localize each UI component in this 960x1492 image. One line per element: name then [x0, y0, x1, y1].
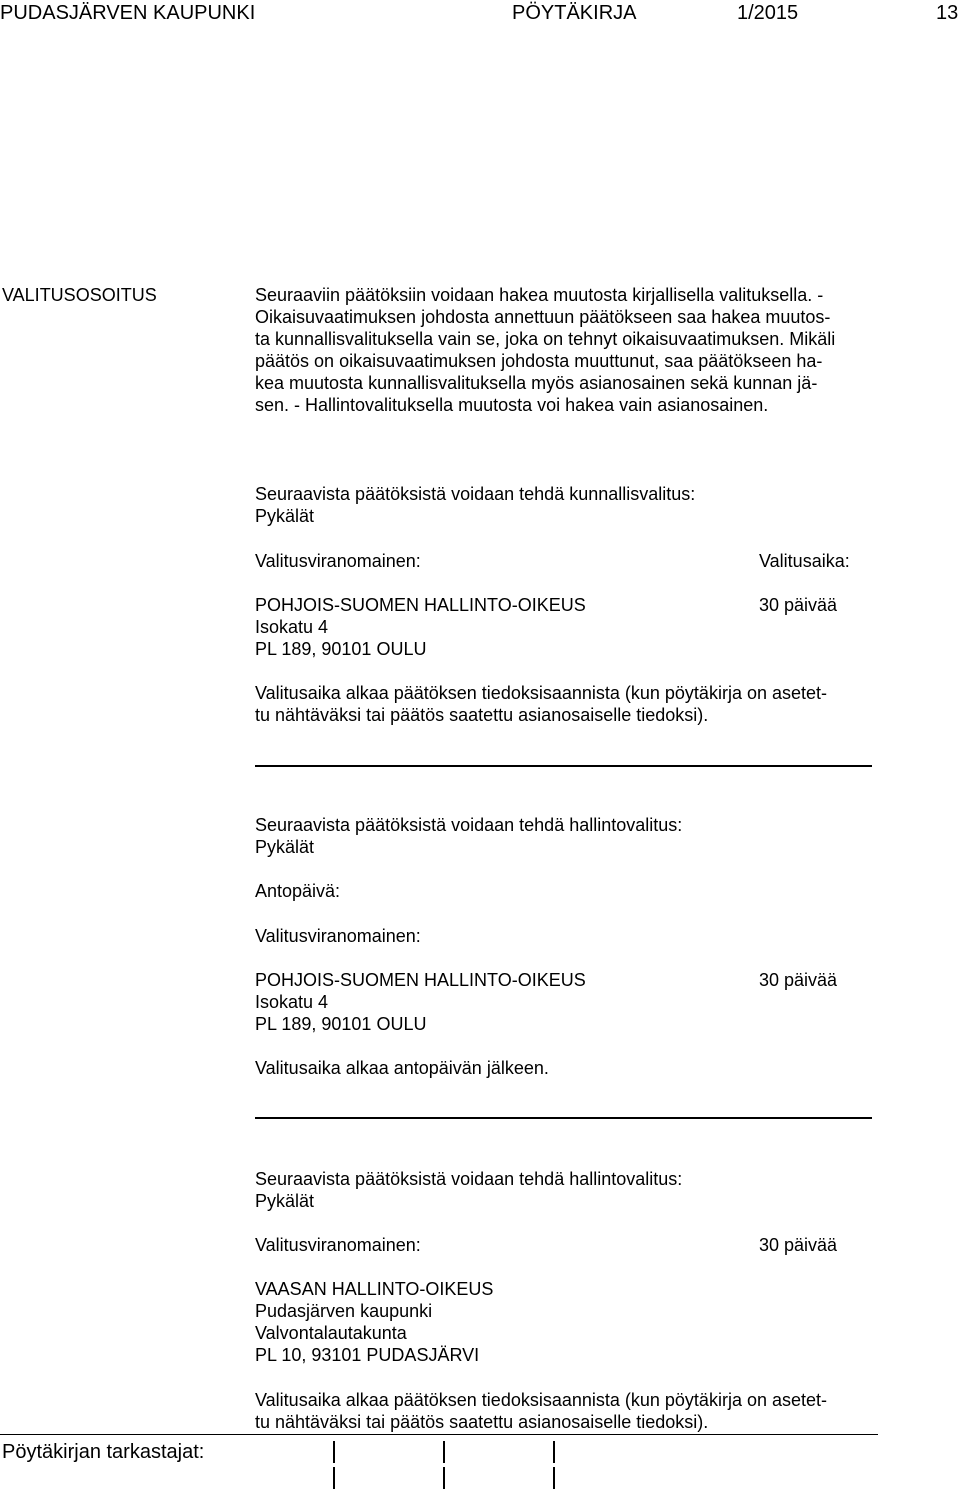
- intro-line: Seuraaviin päätöksiin voidaan hakea muutosta kirjallisella valituksella. -: [255, 285, 824, 305]
- intro-line: päätös on oikaisuvaatimuksen johdosta muuttunut, saa päätökseen ha-: [255, 351, 823, 371]
- note-line: Valitusaika alkaa antopäivän jälkeen.: [255, 1058, 549, 1078]
- header-page-number: 13: [936, 2, 959, 24]
- section-label: VALITUSOSOITUS: [2, 285, 157, 305]
- header-issue: 1/2015: [737, 2, 799, 24]
- signature-divider: [553, 1441, 555, 1463]
- footer-reviewers-label: Pöytäkirjan tarkastajat:: [2, 1441, 205, 1463]
- signature-divider: [553, 1467, 555, 1489]
- separator-line: [255, 1117, 872, 1119]
- note-line: Valitusaika alkaa päätöksen tiedoksisaannista (kun pöytäkirja on asetet-: [255, 683, 828, 703]
- address-post: PL 189, 90101 OULU: [255, 639, 427, 659]
- intro-line: kea muutosta kunnallisvalituksella myös asianosainen sekä kunnan jä-: [255, 373, 818, 393]
- authority-label: Valitusviranomainen:: [255, 926, 421, 946]
- separator-line: [255, 765, 872, 767]
- address-line: Pudasjärven kaupunki: [255, 1301, 433, 1321]
- signature-divider: [333, 1467, 335, 1489]
- address-street: Isokatu 4: [255, 617, 329, 637]
- header-doc-type: PÖYTÄKIRJA: [512, 2, 637, 24]
- footer-rule: [0, 1434, 878, 1435]
- block-title: Seuraavista päätöksistä voidaan tehdä hallintovalitus:: [255, 1169, 683, 1189]
- intro-line: Oikaisuvaatimuksen johdosta annettuun päätökseen saa hakea muutos-: [255, 307, 831, 327]
- signature-divider: [333, 1441, 335, 1463]
- appeal-period: 30 päivää: [759, 970, 838, 990]
- appeal-period: 30 päivää: [759, 595, 838, 615]
- authority-name: POHJOIS-SUOMEN HALLINTO-OIKEUS: [255, 970, 586, 990]
- authority-label: Valitusviranomainen:: [255, 551, 421, 571]
- intro-line: ta kunnallisvalituksella vain se, joka on tehnyt oikaisuvaatimuksen. Mikäli: [255, 329, 836, 349]
- date-label: Antopäivä:: [255, 881, 341, 901]
- header-org: PUDASJÄRVEN KAUPUNKI: [0, 2, 256, 24]
- authority-label: Valitusviranomainen:: [255, 1235, 421, 1255]
- address-line: Valvontalautakunta: [255, 1323, 407, 1343]
- sections-label: Pykälät: [255, 506, 315, 526]
- address-street: Isokatu 4: [255, 992, 329, 1012]
- note-line: tu nähtäväksi tai päätös saatettu asianosaiselle tiedoksi).: [255, 1412, 709, 1432]
- sections-label: Pykälät: [255, 1191, 315, 1211]
- note-line: tu nähtäväksi tai päätös saatettu asianosaiselle tiedoksi).: [255, 705, 709, 725]
- period-label: Valitusaika:: [759, 551, 850, 571]
- block-title: Seuraavista päätöksistä voidaan tehdä hallintovalitus:: [255, 815, 683, 835]
- signature-divider: [443, 1441, 445, 1463]
- authority-name: POHJOIS-SUOMEN HALLINTO-OIKEUS: [255, 595, 586, 615]
- signature-divider: [443, 1467, 445, 1489]
- note-line: Valitusaika alkaa päätöksen tiedoksisaannista (kun pöytäkirja on asetet-: [255, 1390, 828, 1410]
- appeal-period: 30 päivää: [759, 1235, 838, 1255]
- intro-line: sen. - Hallintovalituksella muutosta voi hakea vain asianosainen.: [255, 395, 769, 415]
- sections-label: Pykälät: [255, 837, 315, 857]
- block-title: Seuraavista päätöksistä voidaan tehdä kunnallisvalitus:: [255, 484, 696, 504]
- address-line: PL 10, 93101 PUDASJÄRVI: [255, 1345, 480, 1365]
- address-post: PL 189, 90101 OULU: [255, 1014, 427, 1034]
- address-line: VAASAN HALLINTO-OIKEUS: [255, 1279, 494, 1299]
